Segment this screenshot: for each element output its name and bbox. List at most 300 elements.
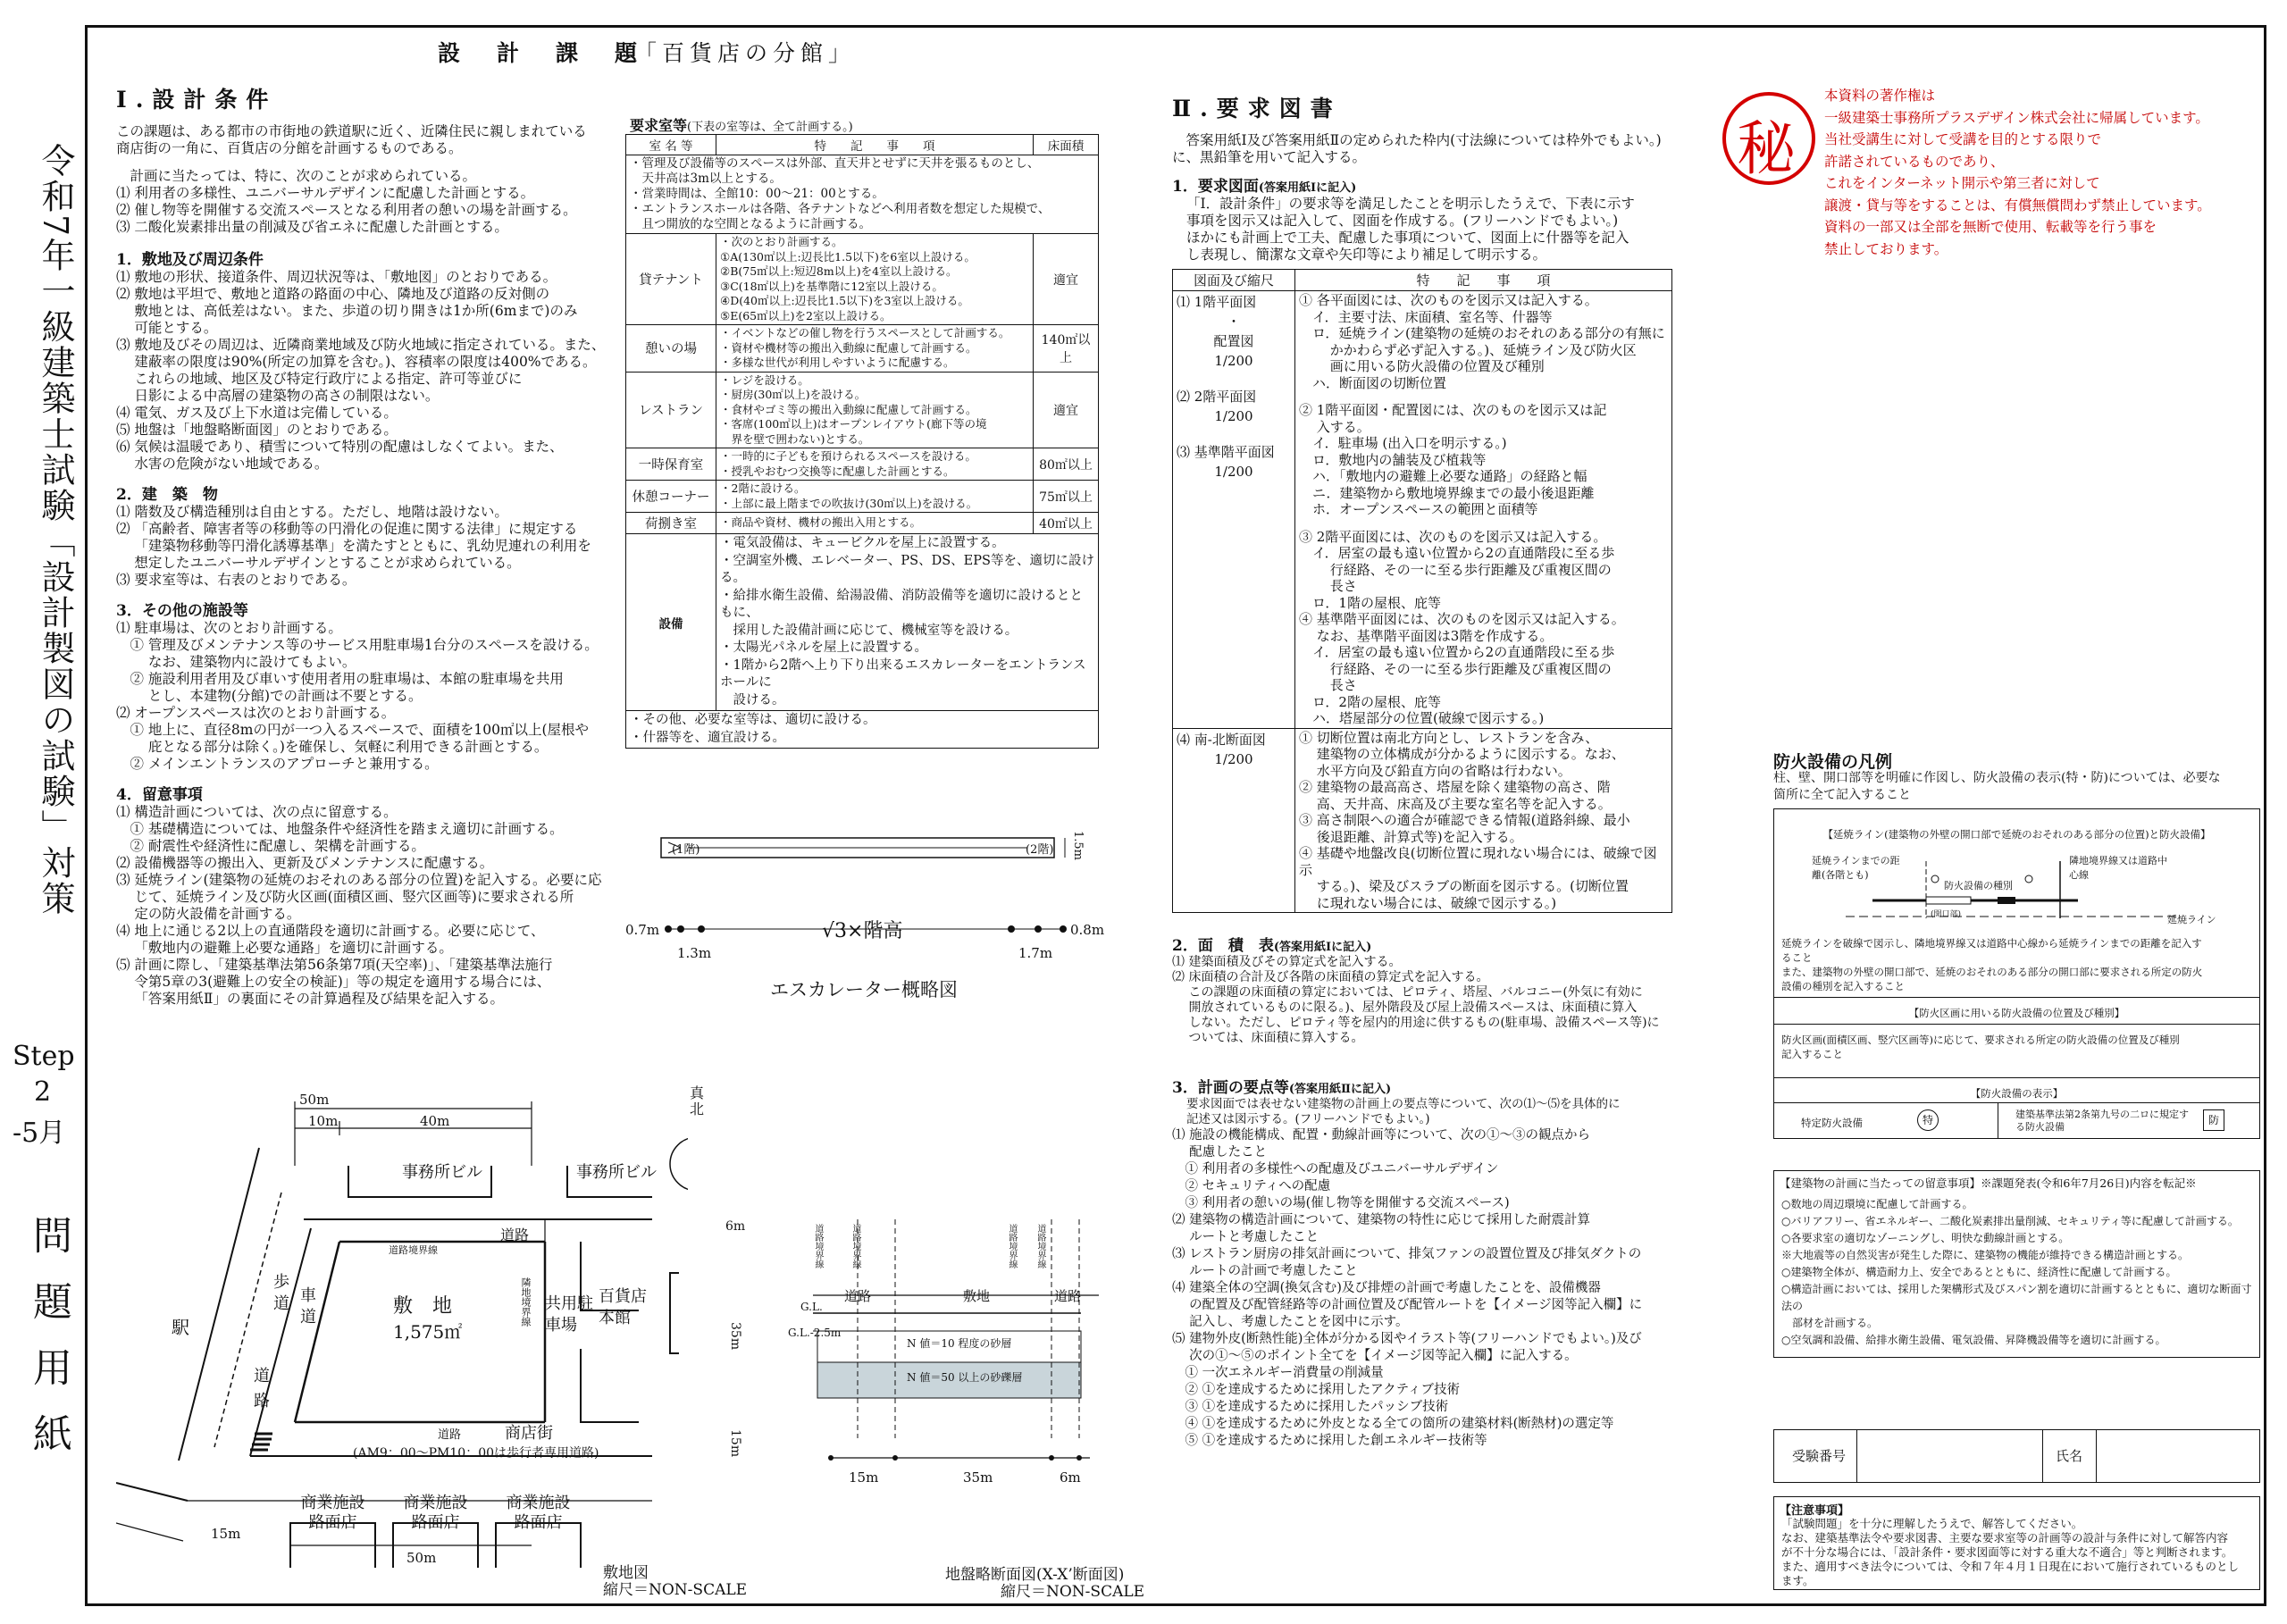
req-note-line: ・イベントなどの催し物を行うスペースとして計画する。 [720, 326, 1010, 339]
req-heading [630, 114, 853, 135]
boundary-label: 道路境界線 [389, 1244, 438, 1256]
notice-item: ○バリアフリー、省エネルギー、二酸化炭素排出量削減、セキュリティ等に配慮して計画する。 [1781, 1215, 2239, 1227]
drawing-note-line: イ．駐車場 (出入口を明示する。) [1299, 435, 1507, 451]
fire-desc-line: 箇所に全て記入すること [1773, 788, 1911, 802]
req-general [626, 155, 1099, 234]
req-row [626, 372, 1099, 448]
fire-sym1-label: 特定防火設備 [1801, 1117, 1863, 1129]
s1-item: これらの地域、地区及び特定行政庁による指定、許可等並びに [116, 371, 523, 387]
sec2-s3-intro [1172, 1097, 1672, 1127]
fire-box2-line: 記入すること [1781, 1048, 1843, 1060]
s3-point-item: ⑤ ①を達成するために採用した創エネルギー技術等 [1172, 1434, 1487, 1448]
ground-layer-2: N 値＝50 以上の砂礫層 [907, 1371, 1023, 1384]
secret-line: これをインターネット開示や第三者に対して [1824, 175, 2100, 191]
drawing-note-line: 入する。 [1299, 418, 1370, 435]
req-note-line: ・次のとおり計画する。 [720, 235, 843, 248]
ground-site: 敷地 [963, 1288, 991, 1304]
drawing-note-line: ホ．オープンスペースの範囲と面積等 [1299, 501, 1538, 517]
ground-dim: 35m [963, 1469, 993, 1486]
ground-section [795, 1215, 1117, 1510]
s3-point-item: ③ 利用者の憩いの場(催し物等を開催する交流スペース) [1172, 1196, 1510, 1210]
s3-point-item: ⑸ 建物外皮(断熱性能)全体が分かる図やイラスト等(フリーハンドでもよい。)及び [1172, 1332, 1642, 1346]
plan-item: ⑶ 二酸化炭素排出量の削減及び省エネに配慮した計画とする。 [116, 219, 508, 235]
equip-line: ・太陽光パネルを屋上に設置する。 [720, 640, 927, 655]
sec2-s2-note: (答案用紙Ⅰに記入) [1273, 941, 1372, 954]
ground-road-right: 道路 [1054, 1288, 1082, 1304]
s1-item: 水害の危険がない地域である。 [116, 456, 329, 472]
s2-area-item: 開放されているものに限る。)、屋外階段及び屋上設備スペースは、床面積に算入 [1172, 1000, 1638, 1015]
drawing-name [1173, 728, 1295, 913]
notice-title: 【建築物の計画に当たっての留意事項】※課題発表(令和6年7月26日)内容を転記※ [1780, 1176, 2197, 1190]
s4-item: 「敷地内の避難上必要な通路」を適切に計画する。 [116, 940, 453, 956]
s3-item: ⑵ オープンスペースは次のとおり計画する。 [116, 705, 396, 721]
side-title: 令和7年一級建築士試験「設計製図の試験」対策 [36, 143, 75, 917]
req-room-name: 貸テナント [626, 234, 716, 325]
s3-point-item: 記入し、考慮したことを図中に示す。 [1172, 1315, 1409, 1329]
s2-item: ⑴ 階数及び構造種別は自由とする。ただし、地階は設けない。 [116, 504, 508, 520]
req-room-area: 140㎡以上 [1034, 325, 1099, 373]
s2-area-item: この課題の床面積の算定においては、ピロティ、塔屋、バルコニー(外気に有効に [1172, 985, 1643, 1000]
drawing-name-line: 1/200 [1214, 464, 1253, 480]
sec2-s1-note: (答案用紙Ⅰに記入) [1258, 181, 1357, 195]
drawing-note-line: 長さ [1299, 578, 1357, 594]
footer-line: ・その他、必要な室等は、適切に設ける。 [630, 713, 876, 727]
s3-item: ② メインエントランスのアプローチと兼用する。 [116, 756, 439, 772]
drawing-name-line: 配置図 [1213, 333, 1254, 349]
equip-line: ・1階から2階へ上り下り出来るエスカレーターをエントランスホールに [720, 657, 1086, 690]
req-col-area: 床面積 [1034, 135, 1099, 155]
drawing-note-line: 高、天井高、床高及び主要な室名等を記入する。 [1299, 795, 1612, 812]
s3-point-item: 次の①～⑤のポイント全てを【イメージ図等記入欄】に記入する。 [1172, 1349, 1578, 1363]
drawing-note-line: 行経路、その一に至る歩行距離及び重複区間の [1299, 660, 1612, 677]
s4-item: ⑴ 構造計画については、次の点に留意する。 [116, 804, 398, 820]
s4-item: ① 基礎構造については、地盤条件や経済性を踏まえ適切に計画する。 [116, 821, 564, 837]
caution-line: が不十分な場合には、「設計条件・要求図面等に対する重大な不適合」等と判断されます。 [1781, 1545, 2233, 1559]
north-circle [670, 1137, 688, 1191]
secret-mark: 秘 [1737, 114, 1796, 183]
neighbor-label: 隣地境界線 [520, 1277, 532, 1327]
divider [2096, 1430, 2097, 1482]
drawing-note-line: ロ．2階の屋根、庇等 [1299, 693, 1441, 710]
ground-dim: 15m [849, 1469, 879, 1486]
fire-sym2: 防 [2203, 1109, 2224, 1131]
notice-item: ○建築物全体が、構造耐力上、安全であるとともに、経済性に配慮して計画する。 [1781, 1266, 2177, 1278]
plan-intro: 計画に当たっては、特に、次のことが求められている。 [130, 168, 477, 184]
s4-item: ⑸ 計画に際し、「建築基準法第56条第7項(天空率)」、「建築基準法施行 [116, 957, 553, 973]
sec2-s3-list [1172, 1127, 1672, 1450]
fire-box3-title: 【防火設備の表示】 [1970, 1087, 2064, 1100]
dim-dot [2025, 875, 2032, 883]
s4-item: 定の防火設備を計画する。 [116, 906, 301, 922]
divider [1774, 1077, 2259, 1078]
drawing-note-line [1299, 518, 1668, 529]
site-dim-40: 40m [420, 1113, 450, 1129]
equip-line: ・空調室外機、エレベーター、PS、DS、EPS等を、適切に設ける。 [720, 553, 1094, 585]
drawing-row [1173, 728, 1672, 913]
fire-desc2-line: 延焼ラインを破線で図示し、隣地境界線又は道路中心線から延焼ラインまでの距離を記入す [1781, 937, 2202, 950]
s1-item: ⑸ 地盤は「地盤略断面図」のとおりである。 [116, 422, 398, 438]
drawing-notes [1295, 291, 1672, 729]
dim-dot [1049, 1455, 1054, 1461]
drawing-name-line: 1/200 [1214, 750, 1253, 767]
req-room-name: 憩いの場 [626, 325, 716, 373]
dim-dot [892, 1455, 898, 1461]
divider [1856, 1430, 1857, 1482]
ground-boundary-label: 道路境界線 [1007, 1224, 1017, 1268]
drawing-note-line: する。)、梁及びスラブの断面を図示する。(切断位置 [1299, 878, 1629, 894]
divider [1774, 1024, 2259, 1025]
s4-item: ⑶ 延焼ライン(建築物の延焼のおそれのある部分の位置)を記入する。必要に応 [116, 872, 602, 888]
s1-intro-line: ほかにも計画上で工夫、配慮した事項について、図面上に什器等を記入 [1186, 230, 1629, 246]
drawing-note-line: 長さ [1299, 677, 1357, 693]
drawing-note-line: イ．居室の最も遠い位置から2の直通階段に至る歩 [1299, 545, 1615, 561]
plan-item: ⑵ 催し物等を開催する交流スペースとなる利用者の憩いの場を計画する。 [116, 202, 577, 218]
req-row [626, 234, 1099, 325]
drawing-name [1173, 291, 1295, 729]
drawing-note-line: ハ．断面図の切断位置 [1299, 374, 1447, 391]
s3-point-item: ② セキュリティへの配慮 [1172, 1179, 1331, 1193]
req-note-line: ・上部に最上階までの吹抜け(30㎡以上)を設ける。 [720, 496, 978, 510]
esc-formula: √3×階高 [822, 920, 903, 942]
s4-item: 「答案用紙Ⅱ」の裏面にその計算過程及び結果を記入する。 [116, 991, 504, 1007]
req-note-line: ②B(75㎡以上:短辺8m以上)を4室以上設ける。 [720, 264, 958, 278]
drawing-name-line: 1/200 [1214, 353, 1253, 369]
fire-label-boundary: 隣地境界線又は道路中心線 [2069, 855, 2167, 881]
esc-label-1: (1階) [672, 843, 700, 857]
site-dim-15: 15m [728, 1429, 742, 1458]
drawing-note-line: ② 建築物の最高高さ、塔屋を除く建築物の高さ、階 [1299, 779, 1611, 795]
esc-left-dim: 0.7m [625, 922, 660, 938]
s3-point-item: ① 一次エネルギー消費量の削減量 [1172, 1366, 1384, 1380]
drawing-name-line: ⑷ 南-北断面図 [1177, 731, 1266, 748]
ground-scale: 縮尺＝NON-SCALE [1001, 1583, 1145, 1601]
esc-bottom-right: 1.7m [1018, 945, 1053, 961]
dept-label: 百貨店本館 [599, 1287, 647, 1327]
drawing-note-line: ④ 基準階平面図には、次のものを図示又は記入する。 [1299, 611, 1625, 627]
req-row [626, 513, 1099, 534]
req-room-notes [716, 513, 1034, 534]
req-room-notes [716, 234, 1034, 325]
s2-area-item: ついては、床面積に算入する。 [1172, 1031, 1364, 1045]
req-footer [626, 711, 1099, 749]
dim-dot [677, 925, 684, 933]
office-label-1: 事務所ビル [402, 1163, 482, 1182]
divider [1774, 1102, 2259, 1103]
drawing-name-line: ⑶ 基準階平面図 [1177, 444, 1275, 460]
fire-box2-title: 【防火区画に用いる防火設備の位置及び種別】 [1908, 1007, 2125, 1019]
side-step-num: 2 [34, 1076, 52, 1108]
side-question-sheet: 問題用紙 [26, 1215, 71, 1479]
road-label-bottom: 道路 [438, 1428, 462, 1442]
s2-intro-line: 答案用紙Ⅰ及び答案用紙Ⅱの定められた枠内(寸法線については枠外でもよい。) [1185, 132, 1662, 148]
drawing-note-line: ④ 基礎や地盤改良(切断位置に現れない場合には、破線で図示 [1299, 845, 1657, 878]
s3-point-item: ① 利用者の多様性への配慮及びユニバーサルデザイン [1172, 1162, 1499, 1176]
notice-item: 部材を計画する。 [1781, 1317, 1879, 1329]
ground-road-left: 道路 [844, 1288, 872, 1304]
fire-sym1: 特 [1917, 1109, 1939, 1131]
drawing-note-line: 後退距離、計算式等)を記入する。 [1299, 828, 1523, 845]
dim-dot [828, 1455, 834, 1461]
s1-intro-line: し表現し、簡潔な文章や矢印等により補足して明示する。 [1186, 247, 1547, 263]
site-dim-bottom: 50m [406, 1550, 437, 1566]
section-1 [116, 82, 625, 1008]
s1-item: 可能とする。 [116, 320, 218, 336]
req-room-name: レストラン [626, 372, 716, 448]
ground-gl25: G.L.-2.5m [788, 1327, 842, 1339]
req-note-line: ③C(18㎡以上)を基準階に12室以上設ける。 [720, 279, 943, 293]
site-boundary [295, 1242, 339, 1422]
req-note-line: ・客席(100㎡以上)はオープンレイアウト(廊下等の境 [720, 417, 987, 431]
site-dim-10: 10m [308, 1113, 339, 1129]
s1-item: 建蔽率の限度は90%(所定の加算を含む。)、容積率の限度は400%である。 [116, 354, 597, 370]
intro-line: この課題は、ある都市の市街地の鉄道駅に近く、近隣住民に親しまれている [116, 123, 587, 139]
req-note-line: ・多様な世代が利用しやすいように配慮する。 [720, 356, 955, 369]
fire-desc-2 [1781, 936, 2250, 993]
fire-label-spread: 延焼ライン [2167, 914, 2216, 925]
site-label: 敷 地 [393, 1295, 453, 1318]
notice-item: ○数地の周辺環境に配慮して計画する。 [1781, 1198, 1973, 1210]
s3-item: とし、本建物(分館)での計画は不要とする。 [116, 688, 423, 704]
drawing-note-line: ロ．延焼ライン(建築物の延焼のおそれのある部分の有無に [1299, 325, 1665, 341]
s1-intro-line: 事項を図示又は記入して、図面を作成する。(フリーハンドでもよい。) [1186, 213, 1619, 229]
fire-sym2-label: 建築基準法第2条第九号の二ロに規定する防火設備 [2015, 1109, 2189, 1133]
req-note-line: ・2階に設ける。 [720, 481, 806, 495]
s3-point-item: ④ ①を達成するために外皮となる全ての箇所の建築材料(断熱材)の選定等 [1172, 1417, 1614, 1431]
ground-title: 地盤略断面図(X-X’断面図) [945, 1566, 1125, 1584]
req-note-line: ・授乳やおむつ交換等に配慮した計画とする。 [720, 464, 955, 478]
fire-desc2-line: ること [1781, 951, 1813, 964]
notice-box [1773, 1170, 2260, 1358]
notice-item: ○空気調和設備、給排水衛生設備、電気設備、昇降機設備等を適切に計画する。 [1781, 1334, 2166, 1346]
s3-point-item: ルートの計画で考慮したこと [1172, 1264, 1358, 1278]
req-note-line: ・食材やゴミ等の搬出入動線に配慮して計画する。 [720, 402, 977, 416]
site-dim-35: 35m [728, 1322, 742, 1351]
dim-line [116, 1523, 183, 1541]
office-label-2: 事務所ビル [576, 1163, 657, 1182]
s3-item: ① 地上に、直径8mの円が一つ入るスペースで、面積を100㎡以上(屋根や [116, 722, 590, 738]
s3-item: なお、建築物内に設けてもよい。 [116, 654, 356, 670]
req-note-line: ・厨房(30㎡以上)を設ける。 [720, 388, 867, 401]
site-dim-6: 6m [725, 1219, 746, 1234]
req-note: (下表の室等は、全て計画する。) [687, 121, 853, 134]
equip-line: 採用した設備計画に応じて、機械室等を設ける。 [720, 623, 1018, 638]
req-general-line: ・管理及び設備等のスペースは外部、直天井とせずに天井を張るものとし、 [630, 156, 1040, 171]
s3-title: 3．その他の施設等 [116, 602, 248, 620]
req-room-name: 荷捌き室 [626, 513, 716, 534]
drawing-table [1172, 269, 1672, 913]
drawing-col1: 図面及び縮尺 [1173, 270, 1295, 291]
parking-label: 共用駐車場 [545, 1294, 593, 1335]
road-label-top: 道路 [500, 1226, 530, 1243]
sec2-s3-note: (答案用紙Ⅱに記入) [1288, 1083, 1392, 1096]
drawing-note-line: 画に用いる防火設備の位置及び種別 [1299, 358, 1545, 374]
equip-label: 設備 [626, 534, 716, 711]
side-month: -5月 [13, 1118, 66, 1149]
pedestrian-note: (AM9：00～PM10：00は歩行者専用道路) [353, 1446, 599, 1461]
s3-point-item: ⑷ 建築全体の空調(換気含む)及び排煙の計画で考慮したことを、設備機器 [1172, 1281, 1601, 1295]
s2-item: 「建築物移動等円滑化誘導基準」を満たすとともに、乳幼児連れの利用を [116, 538, 591, 554]
exam-number-label: 受験番号 [1792, 1448, 1847, 1464]
notice-item: ※大地震等の自然災害が発生した際に、建築物の機能が維持できる構造計画とする。 [1781, 1249, 2190, 1261]
req-row [626, 481, 1099, 513]
esc-dim-h: 1.5m [1071, 831, 1085, 861]
s3-intro-line: 要求図面では表せない建築物の計画上の要点等について、次の⑴～⑸を具体的に [1186, 1097, 1621, 1111]
caution-line: また、適用すべき法令については、令和７年４月１日現在において施行されているものとし [1781, 1560, 2240, 1573]
ground-dim: 6m [1060, 1469, 1081, 1486]
shop-label: 商業施設路面店 [300, 1494, 365, 1532]
req-note-line: ・資材や機材等の搬出入動線に配慮して計画する。 [720, 340, 977, 355]
s2-intro-line: に、黒鉛筆を用いて記入する。 [1172, 149, 1367, 165]
dim-dot [698, 925, 705, 933]
req-row [626, 325, 1099, 373]
req-note-line: 界を壁で囲わない)とする。 [720, 431, 870, 446]
sec2-s2-list [1172, 955, 1672, 1046]
s1-item: ⑷ 電気、ガス及び上下水道は完備している。 [116, 405, 398, 421]
req-room-notes [716, 372, 1034, 448]
plan-item: ⑴ 利用者の多様性、ユニバーサルデザインに配慮した計画とする。 [116, 185, 535, 201]
drawing-name-line: ⑴ 1階平面図 [1177, 294, 1257, 310]
road-edge [179, 1148, 259, 1461]
drawing-note-line: イ．居室の最も遠い位置から2の直通階段に至る歩 [1299, 644, 1615, 660]
notice-list [1781, 1196, 2255, 1349]
shop-street-label: 商店街 [505, 1424, 553, 1443]
req-room-area: 適宜 [1034, 234, 1099, 325]
header-title: 「百貨店の分館」 [634, 40, 857, 66]
exam-name-label: 氏名 [2056, 1448, 2083, 1464]
esc-label-2: (2階) [1026, 843, 1054, 857]
s1-item: 日影による中高層の建築物の高さの制限はない。 [116, 388, 440, 404]
secret-text [1824, 85, 2253, 260]
exam-box [1773, 1429, 2260, 1483]
s4-title: 4．留意事項 [116, 786, 203, 804]
drawing-note-line: ニ．建築物から敷地境界線までの最小後退距離 [1299, 484, 1595, 501]
walk-label: 歩道 [271, 1273, 289, 1316]
s1-intro-line: 「Ⅰ．設計条件」の要求等を満足したことを明示したうえで、下表に示す [1186, 196, 1635, 212]
req-table-wrap [625, 134, 1099, 749]
fire-desc-line: 柱、壁、開口部等を明確に作図し、防火設備の表示(特・防)については、必要な [1773, 771, 2221, 785]
s2-item: 想定したユニバーサルデザインとすることが求められている。 [116, 555, 521, 571]
drawing-note-line: に現れない場合には、破線で図示する。) [1299, 894, 1557, 911]
esc-bottom-left: 1.3m [677, 945, 712, 961]
sec2-s3-title: 3．計画の要点等 [1172, 1079, 1289, 1097]
s3-point-item: ルートと考慮したこと [1172, 1230, 1319, 1244]
req-room-name: 一時保育室 [626, 448, 716, 481]
fire-label-type: 防火設備の種別 [1944, 880, 2013, 892]
caution-line: なお、建築基準法令や要求図書、主要な要求室等の計画等の設計与条件に対して解答内容 [1781, 1531, 2229, 1544]
fire-box2-desc [1781, 1033, 2250, 1061]
drawing-name-line: ・ [1227, 314, 1241, 330]
s3-point-item: ⑵ 建築物の構造計画について、建築物の特性に応じて採用した耐震計算 [1172, 1213, 1591, 1227]
section-2 [1172, 91, 1672, 1450]
req-note-line: ・レジを設ける。 [720, 373, 809, 387]
s3-point-item: ③ ①を達成するために採用したパッシブ技術 [1172, 1400, 1449, 1414]
drawing-name-line: ⑵ 2階平面図 [1177, 389, 1257, 405]
equip-line: ・給排水衛生設備、給湯設備、消防設備等を適切に設けるとともに、 [720, 588, 1083, 620]
ground-boundary-label: 道路境界線 [1035, 1224, 1045, 1268]
s1-item: 敷地とは、高低差はない。また、歩道の切り開きは1か所(6mまで)のみ [116, 303, 578, 319]
s2-item: ⑵ 「高齢者、障害者等の移動等の円滑化の促進に関する法律」に規定する [116, 521, 578, 537]
s4-item: じて、延焼ライン及び防火区画(面積区画、竪穴区画等)に要求される所 [116, 889, 574, 905]
secret-line: 許諾されているものであり、 [1824, 153, 2005, 170]
notice-item: ○各要求室の適切なゾーニングし、明快な動線計画とする。 [1781, 1232, 2070, 1244]
divider [2042, 1430, 2043, 1482]
secret-line: 当社受講生に対して受講を目的とする限りで [1824, 131, 2102, 147]
side-step: Step [13, 1041, 75, 1072]
s4-list [116, 804, 625, 1008]
req-note-line: ・商品や資材、機材の搬出入用とする。 [720, 515, 922, 530]
s3-item: ① 管理及びメンテナンス等のサービス用駐車場1台分のスペースを設ける。 [116, 637, 599, 653]
station-label: 駅 [172, 1317, 189, 1338]
road-label-left: 道路 [251, 1367, 270, 1417]
req-room-notes [716, 448, 1034, 481]
s3-item: ⑴ 駐車場は、次のとおり計画する。 [116, 620, 342, 636]
drawing-note-line: ハ．塔屋部分の位置(破線で図示する。) [1299, 710, 1545, 726]
drawing-name-line: 1/200 [1214, 408, 1253, 424]
req-title: 要求室等 [630, 117, 688, 134]
dim-dot [1008, 925, 1015, 933]
fire-door-rect [1998, 897, 2015, 904]
ground-boundary-label: 道路境界線 [850, 1224, 860, 1268]
s3-point-item: ② ①を達成するために採用したアクティブ技術 [1172, 1383, 1461, 1397]
north-label: 真北 [690, 1084, 705, 1118]
ground-layer-1: N 値＝10 程度の砂層 [907, 1337, 1012, 1350]
req-general-line: ・営業時間は、全館10：00～21：00とする。 [630, 187, 884, 201]
caution-line: 「試験問題」を十分に理解したうえで、解答してください。 [1781, 1517, 2083, 1530]
opening-rect [1926, 897, 1971, 904]
dim-dot [665, 925, 672, 933]
req-general-line: 天井高は3m以上とする。 [630, 172, 782, 186]
s1-item: ⑹ 気候は温暖であり、積雪について特別の配慮はしなくてよい。また、 [116, 439, 564, 455]
drawing-notes [1295, 728, 1672, 913]
fire-box1-title: 【延焼ライン(建築物の外壁の開口部で延焼のおそれのある部分の位置)と防火設備】 [1822, 828, 2211, 841]
header-label: 設 計 課 題 [438, 40, 645, 66]
dim-dot [1060, 925, 1067, 933]
drawing-note-line: ③ 2階平面図には、次のものを図示又は記入する。 [1299, 528, 1607, 545]
ground-boundary-label: 道路境界線 [813, 1224, 823, 1268]
dept-outline [670, 1273, 679, 1353]
s2-list [116, 504, 625, 589]
req-room-area: 75㎡以上 [1034, 481, 1099, 513]
secret-line: 禁止しております。 [1824, 240, 1948, 257]
req-note-line: ⑤E(65㎡以上)を2室以上設ける。 [720, 308, 892, 322]
req-room-area: 40㎡以上 [1034, 513, 1099, 534]
s1-title: 1．敷地及び周辺条件 [116, 251, 264, 269]
dim-dot [1076, 1455, 1082, 1461]
fire-legend-box [1773, 808, 2260, 1139]
drawing-note-line: 建築物の立体構成が分かるように図示する。なお、 [1299, 746, 1625, 762]
req-general-line: ・エントランスホールは各階、各テナントなどへ利用者数を想定した規模で、 [630, 202, 1051, 216]
fire-desc [1773, 770, 2260, 804]
s3-point-item: の配置及び配管経路等の計画位置及び配管ルートを【イメージ図等記入欄】に [1172, 1298, 1643, 1312]
drawing-note-line: ① 各平面図には、次のものを図示又は記入する。 [1299, 292, 1598, 308]
s1-item: ⑴ 敷地の形状、接道条件、周辺状況等は、「敷地図」のとおりである。 [116, 269, 557, 285]
s4-item: 令第5章の3(避難上の安全の検証)」等の規定を適用する場合には、 [116, 974, 551, 990]
s1-list [116, 269, 625, 473]
s2-item: ⑶ 要求室等は、右表のとおりである。 [116, 572, 356, 588]
drawing-row [1173, 291, 1672, 729]
secret-line: 資料の一部又は全部を無断で使用、転載等を行う事を [1824, 219, 2157, 235]
site-title: 敷地図 [603, 1564, 649, 1582]
req-general-line: 且つ開放的な空間となるように計画する。 [630, 217, 871, 231]
fire-label-opening: (開口部) [1931, 910, 1962, 919]
drawing-note-line: かかわらず必ず記入する。)、延焼ライン及び防火区 [1299, 341, 1637, 358]
drawing-note-line: ハ．「敷地内の避難上必要な通路」の経路と幅 [1299, 468, 1587, 484]
req-note-line: ・一時的に子どもを預けられるスペースを設ける。 [720, 449, 976, 463]
s3-item: 庇となる部分は除く。)を確保し、気軽に利用できる計画とする。 [116, 739, 549, 755]
fire-desc2-line: 設備の種別を記入すること [1781, 980, 1905, 992]
shop-label: 商業施設路面店 [506, 1494, 571, 1532]
drawing-note-line [1299, 391, 1668, 402]
